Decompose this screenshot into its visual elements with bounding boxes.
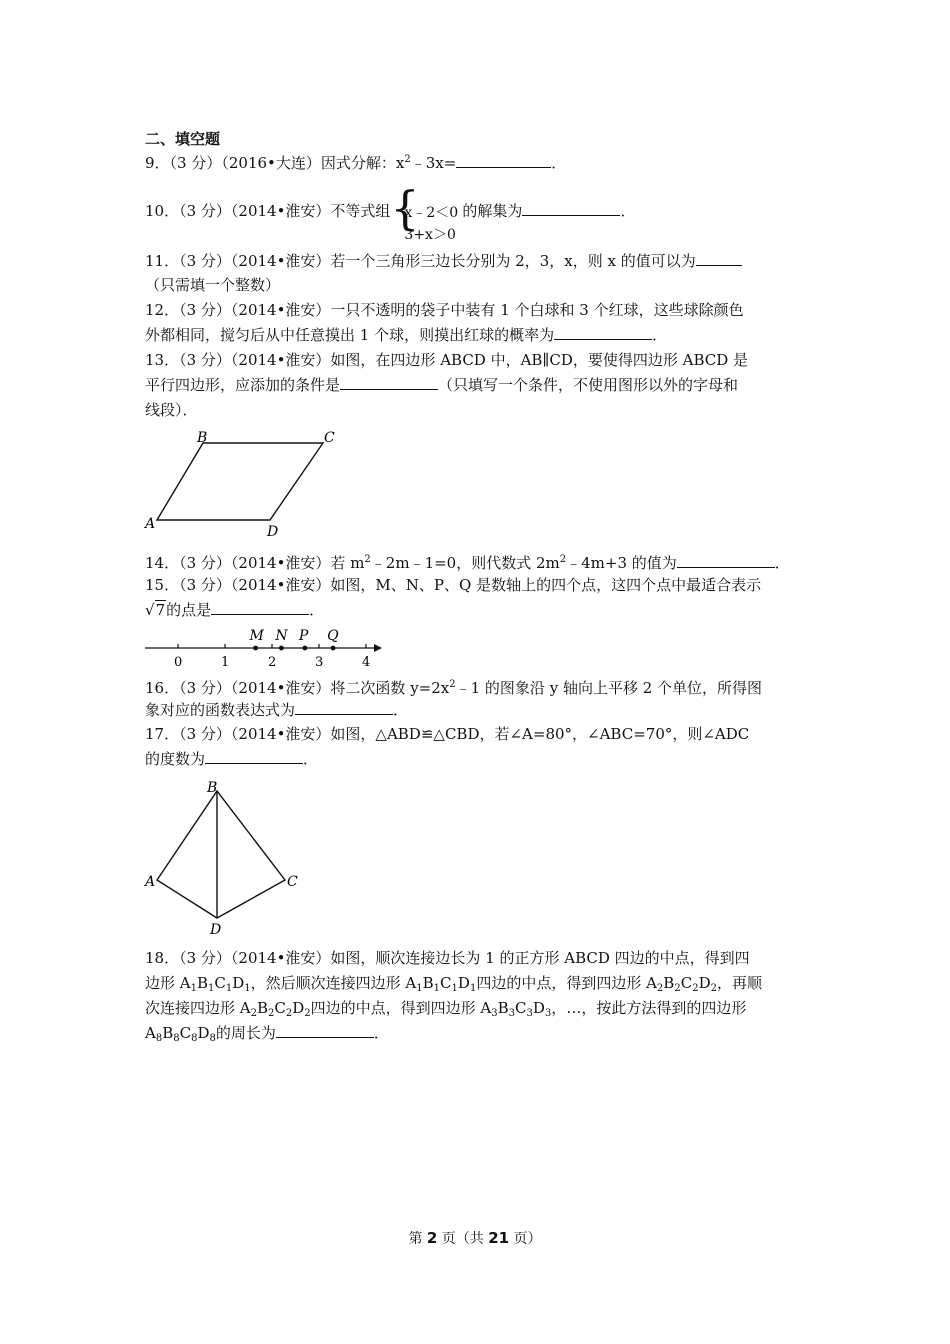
tick-label: 2	[268, 655, 277, 670]
q10-suffix: 的解集为	[462, 202, 523, 220]
q18-sub: 2	[710, 983, 717, 994]
q15-line-2	[145, 600, 324, 620]
q17-line-1: 17．（3 分）（2014•淮安）如图，△ABD≌△CBD，若∠A=80°，∠ABC=70°，则∠ADC	[145, 725, 750, 743]
q18-sub: 2	[268, 1008, 275, 1019]
q14-text-a: 14．（3 分）（2014•淮安）若 m	[145, 554, 365, 572]
left-brace: {	[390, 181, 420, 235]
q9-text: 9．（3 分）（2016•大连）因式分解：x	[145, 154, 405, 172]
q18-sub: 2	[674, 983, 681, 994]
q12-text: 外都相同，搅匀后从中任意摸出 1 个球，则摸出红球的概率为	[145, 326, 555, 344]
q18-t: B	[422, 974, 434, 992]
vertex-b-label: B	[207, 780, 218, 796]
q17-text: 的度数为	[145, 750, 206, 768]
q18-sub: 8	[191, 1033, 198, 1044]
vertex-d-label: D	[267, 524, 279, 540]
point-label-p: P	[298, 628, 309, 644]
q16-line-1	[145, 675, 762, 698]
q18-t: B	[196, 974, 209, 992]
point-n	[279, 646, 284, 651]
q13-line-1: 13．（3 分）（2014•淮安）如图，在四边形 ABCD 中，AB∥CD，要使得四边形 ABCD 是	[145, 351, 749, 369]
q10-answer-blank[interactable]	[522, 201, 620, 216]
q17-end: ．	[303, 750, 319, 768]
q16-text-a: 16．（3 分）（2014•淮安）将二次函数 y=2x	[145, 679, 450, 697]
tick-label: 1	[221, 655, 230, 670]
q18-t: D	[197, 1024, 210, 1042]
quadrilateral-shape	[157, 443, 323, 520]
point-m	[253, 646, 258, 651]
question-14	[145, 550, 790, 573]
q16-end: ．	[393, 701, 409, 719]
q18-t: 的周长为	[215, 1024, 276, 1042]
q18-t: D	[532, 999, 545, 1017]
q18-sub: 1	[451, 983, 458, 994]
q18-t: B	[663, 974, 675, 992]
page-number: 2	[426, 1229, 438, 1247]
q18-line-1: 18．（3 分）（2014•淮安）如图，顺次连接边长为 1 的正方形 ABCD 四边的中点，得到四	[145, 949, 750, 967]
vertex-c-label: C	[287, 874, 298, 890]
point-label-m: M	[249, 628, 264, 644]
vertex-d-label: D	[210, 922, 222, 938]
q14-exp-1: 2	[364, 554, 371, 565]
q18-t: B	[256, 999, 269, 1017]
point-label-n: N	[275, 628, 288, 644]
q16-text: 象对应的函数表达式为	[145, 701, 296, 719]
q18-sub: 1	[190, 983, 197, 994]
q18-t: 四边的中点，得到四边形 A	[310, 999, 492, 1017]
q15-end: ．	[309, 601, 325, 619]
q14-end: ．	[774, 554, 790, 572]
section-title: 二、填空题	[145, 130, 221, 148]
sqrt-7: √7	[145, 601, 166, 619]
q12-line-1: 12．（3 分）（2014•淮安）一只不透明的袋子中装有 1 个白球和 3 个红球，这些球除颜色	[145, 301, 744, 319]
q12-end: ．	[652, 326, 668, 344]
q18-t: A	[145, 1024, 156, 1042]
q16-line-2	[145, 700, 408, 720]
q18-sub: 1	[225, 983, 233, 994]
q14-exp-2: 2	[559, 554, 567, 565]
q18-t: D	[698, 974, 711, 992]
q18-sub: 8	[209, 1033, 216, 1044]
figure-quadrilateral-abcd	[140, 428, 350, 540]
vertex-c-label: C	[324, 430, 335, 446]
question-11	[145, 251, 742, 271]
arrow-right-icon	[374, 644, 382, 652]
q18-sub: 3	[544, 1008, 552, 1019]
q18-end: ．	[373, 1024, 389, 1042]
q18-sub: 1	[433, 983, 441, 994]
vertex-a-label: A	[145, 516, 156, 532]
q18-sub: 1	[244, 983, 251, 994]
inequality-system	[390, 181, 462, 243]
q10-end: ．	[620, 202, 636, 220]
q12-answer-blank[interactable]	[554, 325, 652, 340]
q18-t: C	[515, 999, 527, 1017]
footer-text: 页）	[509, 1231, 542, 1247]
q18-line-4	[145, 1023, 389, 1049]
q9-answer-blank[interactable]	[456, 153, 551, 168]
inequality-row-2: 3+x＞0	[404, 227, 456, 243]
q18-t: 四边的中点，得到四边形 A	[476, 974, 657, 992]
q13-answer-blank[interactable]	[340, 375, 438, 390]
question-9	[145, 150, 566, 173]
q15-answer-blank[interactable]	[211, 600, 309, 615]
q18-sub: 2	[304, 1008, 311, 1019]
q18-sub: 8	[155, 1033, 163, 1044]
q18-sub: 2	[656, 983, 664, 994]
q18-line-3	[145, 998, 746, 1024]
q14-answer-blank[interactable]	[677, 553, 775, 568]
q18-t: ，再顺	[716, 974, 762, 992]
q14-text-b: ﹣2m﹣1=0，则代数式 2m	[370, 554, 560, 572]
footer-text: 第	[408, 1231, 427, 1247]
q18-line-2	[145, 973, 762, 999]
point-q	[331, 646, 336, 651]
q18-sub: 2	[250, 1008, 257, 1019]
tick-label: 3	[315, 655, 324, 670]
q18-sub: 3	[491, 1008, 498, 1019]
q13-line-3: 线段）．	[145, 401, 198, 419]
q9-end: ．	[551, 154, 567, 172]
tick-label: 0	[174, 655, 183, 670]
q18-sub: 2	[692, 983, 699, 994]
q18-t: C	[179, 1024, 192, 1042]
vertex-b-label: B	[197, 430, 208, 446]
q18-sub: 3	[526, 1008, 533, 1019]
q18-t: C	[214, 974, 226, 992]
page-footer	[0, 1228, 950, 1248]
q11-text: 11．（3 分）（2014•淮安）若一个三角形三边长分别为 2，3，x，则 x 的值可以为	[145, 252, 696, 270]
q18-answer-blank[interactable]	[276, 1023, 374, 1038]
q18-sub: 8	[173, 1033, 180, 1044]
q18-sub: 1	[208, 983, 215, 994]
q18-sub: 2	[285, 1008, 293, 1019]
q18-t: B	[162, 1024, 174, 1042]
point-p	[303, 646, 308, 651]
vertex-a-label: A	[145, 874, 156, 890]
q18-sub: 1	[416, 983, 423, 994]
q18-sub: 3	[508, 1008, 516, 1019]
q18-t: 次连接四边形 A	[145, 999, 251, 1017]
figure-triangles-abd-cbd	[140, 776, 320, 938]
kite-outline	[157, 791, 285, 918]
q13-text: 平行四边形，应添加的条件是	[145, 376, 341, 394]
point-label-q: Q	[327, 628, 339, 644]
q18-t: B	[497, 999, 509, 1017]
footer-text: 页（共	[437, 1231, 489, 1247]
q15-line-1: 15．（3 分）（2014•淮安）如图，M、N、P、Q 是数轴上的四个点，这四个点中最适合表示	[145, 576, 762, 594]
figure-number-line	[140, 622, 390, 672]
q11-note: （只需填一个整数）	[145, 276, 281, 294]
q18-t: ，…，按此方法得到的四边形	[551, 999, 747, 1017]
q18-t: D	[232, 974, 245, 992]
q16-answer-blank[interactable]	[295, 700, 393, 715]
q14-text-c: ﹣4m+3 的值为	[566, 554, 677, 572]
q15-text: 的点是	[166, 601, 212, 619]
q12-line-2	[145, 325, 667, 345]
q11-answer-blank[interactable]	[696, 251, 742, 266]
q18-t: C	[680, 974, 693, 992]
sqrt-radicand: 7	[155, 601, 166, 619]
q18-t: 边形 A	[145, 974, 191, 992]
q18-t: C	[274, 999, 286, 1017]
inequality-row-1: x﹣2＜0	[404, 205, 459, 221]
q16-exp: 2	[449, 679, 456, 690]
q17-answer-blank[interactable]	[205, 749, 303, 764]
total-pages: 21	[488, 1229, 510, 1247]
question-10	[145, 181, 636, 243]
tick-label: 4	[362, 655, 371, 670]
q9-exponent: 2	[404, 154, 411, 165]
q13-text-rest: （只填写一个条件，不使用图形以外的字母和	[438, 376, 739, 394]
q18-t: D	[457, 974, 470, 992]
q13-line-2	[145, 375, 738, 395]
q18-sub: 1	[469, 983, 477, 994]
q9-text-rest: ﹣3x=	[410, 154, 457, 172]
q18-t: ，然后顺次连接四边形 A	[250, 974, 417, 992]
q18-t: C	[440, 974, 452, 992]
q18-t: D	[292, 999, 305, 1017]
q10-text: 10．（3 分）（2014•淮安）不等式组	[145, 202, 391, 220]
q16-text-b: ﹣1 的图象沿 y 轴向上平移 2 个单位，所得图	[455, 679, 763, 697]
q17-line-2	[145, 749, 318, 769]
